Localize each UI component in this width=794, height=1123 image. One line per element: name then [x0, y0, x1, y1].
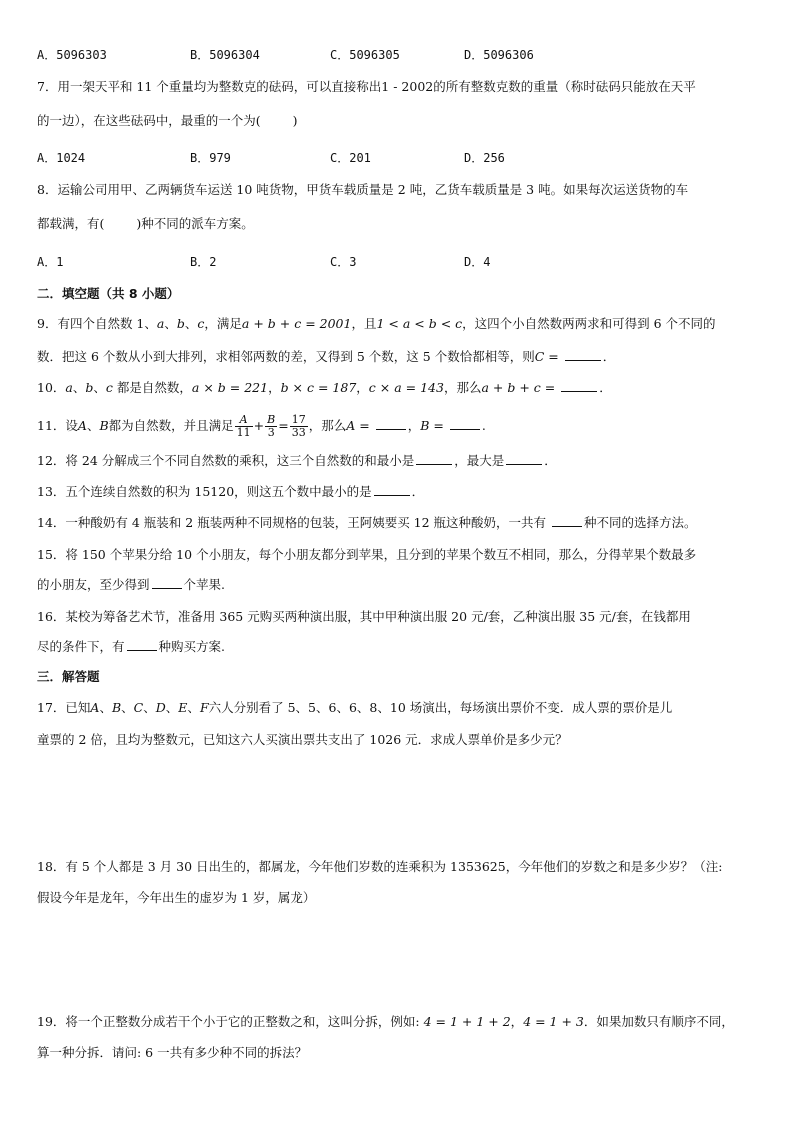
q9-line2 [37, 348, 615, 366]
q11-text-3: ，那么 [308, 418, 347, 433]
q10-text-1: 都是自然数， [112, 380, 192, 395]
q10-var-c: c [105, 380, 113, 395]
q10-eq-1: a × b = 221 [191, 380, 269, 395]
q11-frac3-num: 17 [291, 413, 306, 426]
q15-text-2: 个苹果. [183, 577, 225, 592]
q17-sep-3: 、 [143, 700, 156, 715]
q10-line [37, 379, 612, 397]
q11-fraction-17-over-33 [290, 414, 308, 439]
q17-line1 [37, 699, 672, 717]
q9-var-c: c [197, 316, 205, 331]
q6-options [37, 46, 757, 64]
q11-a-equals: A = [346, 418, 374, 433]
q16-answer-blank[interactable] [127, 638, 157, 651]
q11-line [37, 413, 486, 439]
q16-line1: 16．某校为筹备艺术节，准备用 365 元购买两种演出服，其中甲种演出服 20 元/套，乙种演出服 35 元/套，在钱都用 [37, 609, 691, 624]
q10-eq-4: a + b + c = [481, 380, 560, 395]
q9-end: ． [602, 349, 616, 364]
q11-fraction-a-over-11 [235, 414, 253, 439]
q11-fraction-b-over-3 [265, 414, 277, 439]
q11-text-2: 都为自然数，并且满足 [108, 418, 234, 433]
q11-answer-b-blank[interactable] [450, 417, 480, 430]
q18-line1: 18．有 5 个人都是 3 月 30 日出生的，都属龙，今年他们岁数的连乘积为 1353625，今年他们的岁数之和是多少岁？（注: [37, 859, 723, 874]
q8-option-b: B．2 [190, 255, 217, 269]
q7-option-c: C．201 [330, 151, 371, 165]
q13-end: ． [411, 484, 425, 499]
q15-answer-blank[interactable] [152, 576, 182, 589]
q19-line2: 算一种分拆．请问: 6 一共有多少种不同的拆法？ [37, 1045, 308, 1060]
q11-frac2-num: B [267, 413, 276, 426]
q7-line2-text: 的一边），在这些砝码中，最重的一个为( [37, 113, 261, 128]
q9-var-a: a [156, 316, 165, 331]
q9-equation: a + b + c = 2001 [241, 316, 352, 331]
q12-end: ． [544, 453, 557, 468]
q11-plus: + [253, 418, 265, 433]
q19-comma: ， [510, 1014, 524, 1029]
q19-text-2: ．如果加数只有顺序不同， [583, 1014, 734, 1029]
q11-text-1: 11．设 [37, 418, 78, 433]
q11-answer-a-blank[interactable] [376, 417, 406, 430]
q8-option-c: C．3 [330, 255, 357, 269]
q17-sep-5: 、 [187, 700, 200, 715]
q10-comma-1: ， [268, 380, 281, 395]
q10-comma-2: ， [356, 380, 369, 395]
q9-text-4: ，这四个小自然数两两求和可得到 6 个不同的 [462, 316, 716, 331]
q8-option-d: D．4 [464, 255, 491, 269]
q9-line1 [37, 315, 716, 333]
q12-line [37, 452, 557, 470]
q19-example-2: 4 = 1 + 3 [523, 1014, 584, 1029]
q11-var-a: A [77, 418, 87, 433]
q10-var-a: a [65, 380, 73, 395]
q15-line2 [37, 576, 225, 594]
q9-var-b: b [176, 316, 185, 331]
q9-text-2: ，满足 [204, 316, 242, 331]
q12-text-1: 12．将 24 分解成三个不同自然数的乘积，这三个自然数的和最小是 [37, 453, 415, 468]
q9-text-3: ，且 [351, 316, 377, 331]
q14-text-2: 种不同的选择方法。 [584, 515, 697, 530]
q16-line2 [37, 638, 225, 656]
q7-line2-close: ) [292, 113, 298, 128]
q6-option-d: D．5096306 [464, 48, 534, 62]
q18-line2: 假设今年是龙年，今年出生的虚岁为 1 岁，属龙） [37, 890, 316, 905]
q8-line1: 8．运输公司用甲、乙两辆货车运送 10 吨货物，甲货车载质量是 2 吨，乙货车载质量是 3 吨。如果每次运送货物的车 [37, 182, 689, 197]
q17-person-e: E [178, 700, 188, 715]
q13-text: 13．五个连续自然数的积为 15120，则这五个数中最小的是 [37, 484, 372, 499]
q13-answer-blank[interactable] [374, 483, 410, 496]
q9-text-1: 9．有四个自然数 1、 [37, 316, 157, 331]
q10-answer-blank[interactable] [561, 379, 597, 392]
q8-options [37, 253, 757, 271]
q7-option-b: B．979 [190, 151, 231, 165]
q6-option-c: C．5096305 [330, 48, 400, 62]
q11-comma: ， [407, 418, 421, 433]
q19-text-1: 19．将一个正整数分成若干个小于它的正整数之和，这叫分拆，例如: [37, 1014, 424, 1029]
q6-option-b: B．5096304 [190, 48, 260, 62]
q11-frac1-num: A [235, 414, 253, 427]
section-answer-heading: 三．解答题 [37, 669, 100, 684]
q17-text-2: 六人分别看了 5、5、6、6、8、10 场演出，每场演出票价不变．成人票的票价是儿 [208, 700, 673, 715]
q10-var-b: b [85, 380, 94, 395]
q15-text-1: 的小朋友，至少得到 [37, 577, 150, 592]
q7-line1: 7．用一架天平和 11 个重量均为整数克的砝码，可以直接称出1 - 2002的所有整数克数的重量（称时砝码只能放在天平 [37, 79, 696, 94]
q8-line2-text: 都载满，有( [37, 216, 105, 231]
q14-line [37, 514, 697, 532]
q17-person-a: A [90, 700, 100, 715]
q14-text-1: 14．一种酸奶有 4 瓶装和 2 瓶装两种不同规格的包装，王阿姨要买 12 瓶这种酸奶，一共有 [37, 515, 551, 530]
q9-answer-blank[interactable] [565, 348, 601, 361]
q17-sep-1: 、 [99, 700, 112, 715]
q10-number: 10． [37, 380, 66, 395]
q13-line [37, 483, 424, 501]
q11-sep: 、 [86, 418, 100, 433]
q10-eq-3: c × a = 143 [368, 380, 444, 395]
q12-answer-min-blank[interactable] [416, 452, 452, 465]
q9-inequality: 1 < a < b < c [376, 316, 463, 331]
section-fill-in-heading: 二．填空题（共 8 小题） [37, 286, 180, 301]
q17-person-f: F [199, 700, 209, 715]
q8-line2 [37, 215, 254, 233]
q11-equals: = [278, 418, 289, 433]
q14-answer-blank[interactable] [552, 514, 582, 527]
q11-frac1-den: 11 [236, 426, 251, 439]
q8-option-a: A．1 [37, 255, 64, 269]
q9-sep-2: 、 [184, 316, 198, 331]
q10-end: ． [599, 380, 612, 395]
q7-line2 [37, 112, 298, 130]
q7-option-a: A．1024 [37, 151, 86, 165]
q10-eq-2: b × c = 187 [280, 380, 357, 395]
q17-sep-2: 、 [121, 700, 134, 715]
q9-sep-1: 、 [164, 316, 177, 331]
q11-end: . [481, 418, 486, 433]
q11-var-b: B [99, 418, 109, 433]
q15-line1: 15．将 150 个苹果分给 10 个小朋友，每个小朋友都分到苹果，且分到的苹果个数互不相同，那么，分得苹果个数最多 [37, 547, 697, 562]
q11-frac2-den: 3 [267, 426, 275, 439]
q7-option-d: D．256 [464, 151, 505, 165]
q7-options [37, 149, 757, 167]
q17-text-1: 17．已知 [37, 700, 91, 715]
q9-var-c-upper: C [534, 349, 545, 364]
q11-frac3-den: 33 [291, 426, 306, 439]
q10-sep-2: 、 [93, 380, 106, 395]
q17-sep-4: 、 [165, 700, 179, 715]
q12-text-2: ，最大是 [454, 453, 505, 468]
q9-eq-sign: = [544, 349, 563, 364]
q8-line2-end: )种不同的派车方案。 [136, 216, 254, 231]
q10-text-2: ，那么 [443, 380, 482, 395]
q17-person-b: B [111, 700, 122, 715]
q19-line1 [37, 1013, 734, 1031]
q16-text-1: 尽的条件下，有 [37, 639, 125, 654]
q16-text-2: 种购买方案. [158, 639, 225, 654]
q12-answer-max-blank[interactable] [506, 452, 542, 465]
q19-example-1: 4 = 1 + 1 + 2 [423, 1014, 511, 1029]
q11-b-equals: B = [420, 418, 448, 433]
q6-option-a: A．5096303 [37, 48, 107, 62]
q17-line2: 童票的 2 倍，且均为整数元，已知这六人买演出票共支出了 1026 元．求成人票单价是多少元？ [37, 732, 568, 747]
q17-person-c: C [133, 700, 144, 715]
q9-text-5: 数．把这 6 个数从小到大排列，求相邻两数的差，又得到 5 个数，这 5 个数恰都相等，则 [37, 349, 535, 364]
q10-sep-1: 、 [72, 380, 86, 395]
q17-person-d: D [155, 700, 166, 715]
